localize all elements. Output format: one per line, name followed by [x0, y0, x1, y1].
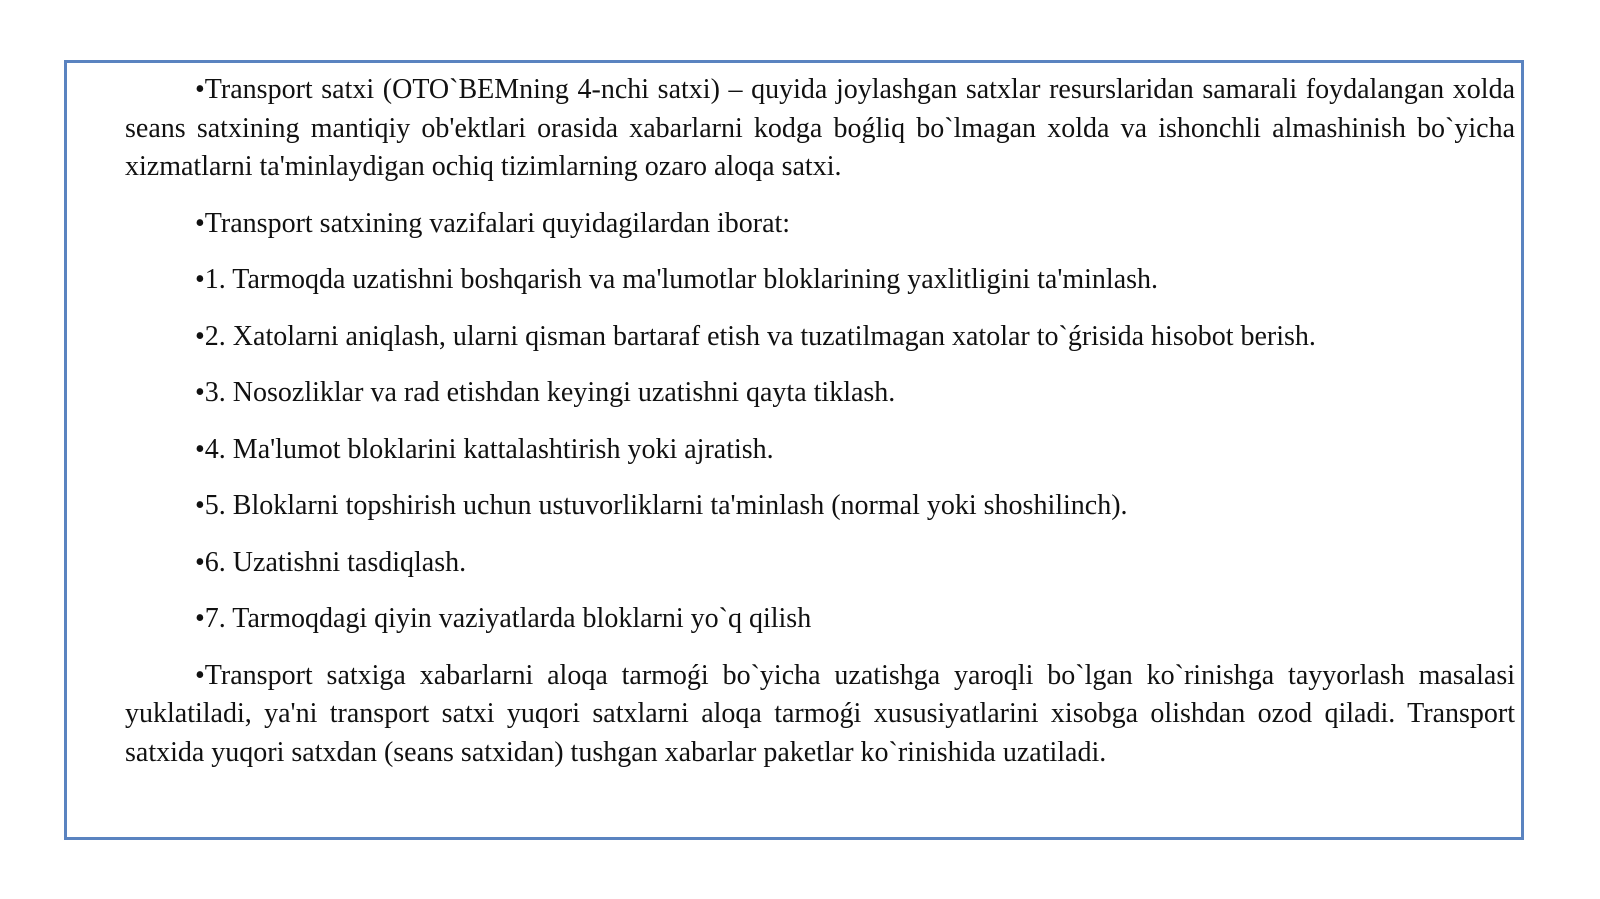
slide-text-block [125, 71, 1515, 790]
paragraph-transport-layer-definition: •Transport satxi (OTO`BEMning 4-nchi satxi) – quyida joylashgan satxlar resurslaridan samarali foydalangan xolda seans satxining mantiqiy ob'ektlari orasida xabarlarni kodga boǵliq bo`lmagan xolda va ishonchli almashinish bo`yicha xizmatlarni ta'minlaydigan ochiq tizimlarning ozaro aloqa satxi. [125, 74, 1515, 182]
list-item-function-4: •4. Ma'lumot bloklarini kattalashtirish yoki ajratish. [195, 433, 774, 465]
list-item-function-2: •2. Xatolarni aniqlash, ularni qisman bartaraf etish va tuzatilmagan xatolar to`ǵrisida hisobot berish. [195, 320, 1316, 352]
list-item-function-6: •6. Uzatishni tasdiqlash. [195, 546, 467, 578]
list-item-function-1: •1. Tarmoqda uzatishni boshqarish va ma'lumotlar bloklarining yaxlitligini ta'minlash. [195, 264, 1159, 295]
list-item-function-3: •3. Nosozliklar va rad etishdan keyingi uzatishni qayta tiklash. [195, 377, 896, 408]
list-item-function-5: •5. Bloklarni topshirish uchun ustuvorliklarni ta'minlash (normal yoki shoshilinch). [195, 490, 1128, 521]
paragraph-transport-layer-task: •Transport satxiga xabarlarni aloqa tarmoǵi bo`yicha uzatishga yaroqli bo`lgan ko`rinishga tayyorlash masalasi yuklatiladi, ya'ni transport satxi yuqori satxlarni aloqa tarmoǵi xususiyatlarini xisobga olishdan ozod qiladi. Transport satxida yuqori satxdan (seans satxidan) tushgan xabarlar paketlar ko`rinishida uzatiladi. [125, 659, 1515, 768]
paragraph-functions-intro: •Transport satxining vazifalari quyidagilardan iborat: [195, 207, 791, 239]
slide-frame [64, 60, 1524, 840]
list-item-function-7: •7. Tarmoqdagi qiyin vaziyatlarda bloklarni yo`q qilish [195, 603, 812, 634]
